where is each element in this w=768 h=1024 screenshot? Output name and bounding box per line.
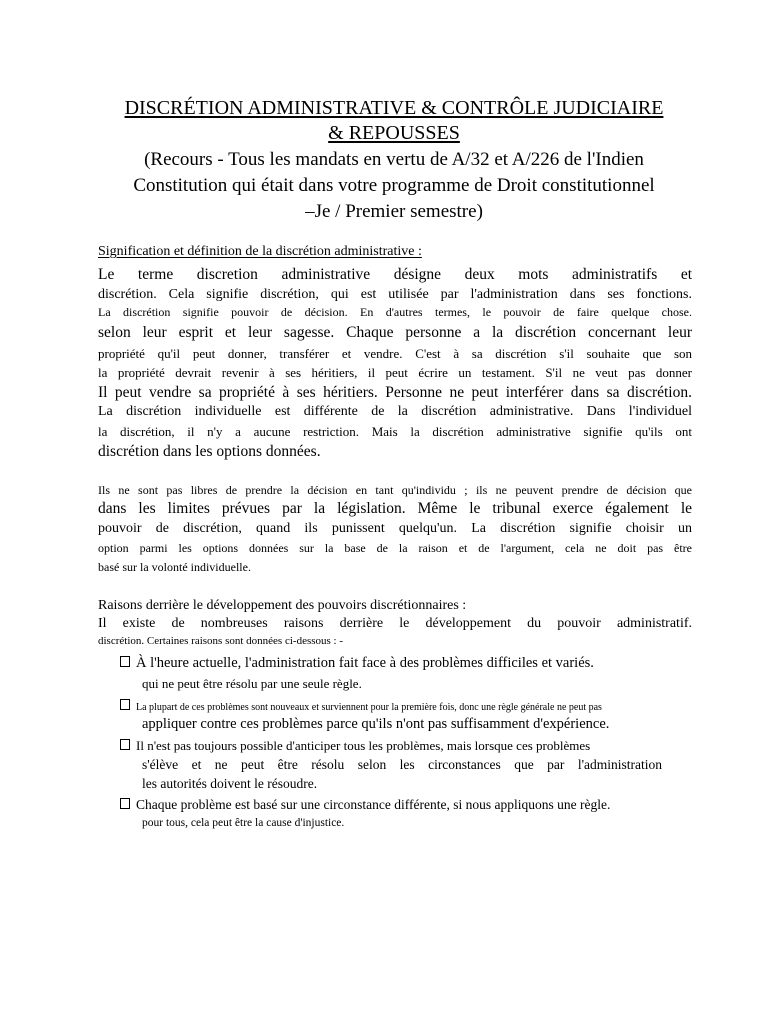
- paragraph-line: La discrétion individuelle est différente de la discrétion administrative. Dans l'individuel: [98, 404, 692, 419]
- bullet-continuation: pour tous, cela peut être la cause d'injustice.: [142, 817, 345, 829]
- paragraph-line: basé sur la volonté individuelle.: [98, 560, 251, 574]
- checkbox-glyph-icon: [120, 699, 130, 710]
- bullet-continuation: s'élève et ne peut être résolu selon les circonstances que par l'administration: [142, 757, 662, 772]
- bullet-item: À l'heure actuelle, l'administration fait face à des problèmes difficiles et variés.: [120, 655, 594, 672]
- paragraph-line: discrétion dans les options données.: [98, 443, 321, 460]
- paragraph-line: la propriété devrait revenir à ses héritiers, il peut écrire un testament. S'il ne veut pas donner: [98, 365, 692, 380]
- bullet-item: La plupart de ces problèmes sont nouveaux et surviennent pour la première fois, donc une règle générale ne peut pas: [120, 699, 602, 713]
- bullet-continuation: qui ne peut être résolu par une seule règle.: [142, 676, 362, 691]
- document-title-line-1: DISCRÉTION ADMINISTRATIVE & CONTRÔLE JUDICIAIRE: [124, 97, 664, 119]
- paragraph-line: Il existe de nombreuses raisons derrière le développement du pouvoir administratif.: [98, 616, 692, 631]
- paragraph-line: Le terme discretion administrative désigne deux mots administratifs et: [98, 266, 692, 283]
- paragraph-line: propriété qu'il peut donner, transférer et vendre. C'est à sa discrétion s'il souhaite que son: [98, 346, 692, 361]
- bullet-continuation: appliquer contre ces problèmes parce qu'ils n'ont pas suffisamment d'expérience.: [142, 716, 610, 732]
- paragraph-line: La discrétion signifie pouvoir de décision. En d'autres termes, le pouvoir de faire quelque chose.: [98, 305, 692, 319]
- checkbox-glyph-icon: [120, 798, 130, 809]
- document-title-line-2: & REPOUSSES: [328, 122, 460, 144]
- subtitle-line: (Recours - Tous les mandats en vertu de A/32 et A/226 de l'Indien: [144, 149, 644, 170]
- section-heading-definition: Signification et définition de la discrétion administrative :: [98, 244, 422, 259]
- paragraph-line: discrétion. Cela signifie discrétion, qui est utilisée par l'administration dans ses fonctions.: [98, 287, 692, 302]
- paragraph-line: dans les limites prévues par la législation. Même le tribunal exerce également le: [98, 500, 692, 517]
- checkbox-glyph-icon: [120, 739, 130, 750]
- paragraph-line: option parmi les options données sur la base de la raison et de l'argument, cela ne doit pas être: [98, 541, 692, 555]
- bullet-continuation: les autorités doivent le résoudre.: [142, 776, 318, 791]
- paragraph-line: Il peut vendre sa propriété à ses héritiers. Personne ne peut interférer dans sa discrétion.: [98, 384, 692, 401]
- bullet-item: Chaque problème est basé sur une circonstance différente, si nous appliquons une règle.: [120, 797, 610, 813]
- paragraph-line: Ils ne sont pas libres de prendre la décision en tant qu'individu ; ils ne peuvent prendre de décision que: [98, 483, 692, 497]
- checkbox-glyph-icon: [120, 656, 130, 667]
- document-subtitle: [80, 147, 708, 225]
- paragraph-line: la discrétion, il n'y a aucune restriction. Mais la discrétion administrative signifie qu'ils ont: [98, 424, 692, 439]
- subtitle-line: Constitution qui était dans votre programme de Droit constitutionnel: [133, 175, 655, 196]
- bullet-item: Il n'est pas toujours possible d'anticiper tous les problèmes, mais lorsque ces problèmes: [120, 738, 590, 754]
- paragraph-line: pouvoir de discrétion, quand ils punissent quelqu'un. La discrétion signifie choisir un: [98, 521, 692, 536]
- section-heading-reasons: Raisons derrière le développement des pouvoirs discrétionnaires :: [98, 598, 467, 613]
- paragraph-line: selon leur esprit et leur sagesse. Chaque personne a la discrétion concernant leur: [98, 324, 692, 341]
- paragraph-line: discrétion. Certaines raisons sont données ci-dessous : -: [98, 635, 344, 647]
- subtitle-line: –Je / Premier semestre): [305, 201, 483, 222]
